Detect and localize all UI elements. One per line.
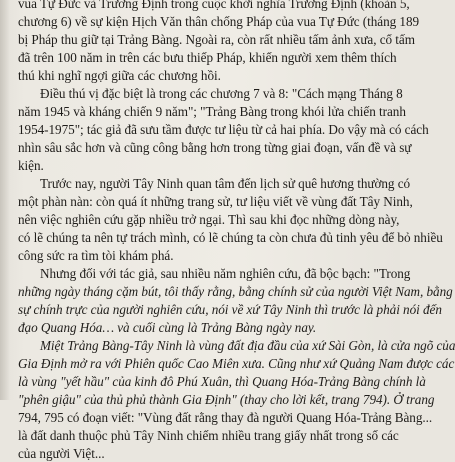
text-line: chương 6) về sự kiện Hịch Văn thân chống Pháp của vua Tự Đức (tháng 189 (18, 14, 420, 29)
text-line: Gia Định mở ra với Phiên quốc Cao Miên xưa. Cũng như xứ Quảng Nam được các (18, 356, 455, 371)
text-line: sự chính trực của người nghiên cứu, nói về xứ Tây Ninh thì trước là phải nói đến (18, 302, 442, 317)
text-line: vua Tự Đức và Trương Định trong cuộc khởi nghĩa Trương Định (khoản 5, (18, 0, 410, 11)
text-line: bị Pháp thu giữ tại Trảng Bàng. Ngoài ra, còn rất nhiều tấm ảnh xưa, cổ tấm (18, 32, 415, 47)
text-line: Miệt Trảng Bàng-Tây Ninh là vùng đất địa đầu của xứ Sài Gòn, là cửa ngõ của (40, 338, 455, 353)
text-line: có lẽ chúng ta nên tự trách mình, có lẽ chúng ta còn chưa đủ tinh yêu để bỏ nhiều (18, 230, 443, 245)
text-line: nhìn sâu sắc hơn và cũng công bằng hơn trong từng giai đoạn, vấn đề và sự (18, 140, 412, 155)
text-line: 794, 795 có đoạn viết: "Vùng đất rằng thay đà người Quang Hóa-Trảng Bàng... (18, 410, 433, 425)
text-line: Điều thú vị đặc biệt là trong các chương 7 và 8: "Cách mạng Tháng 8 (40, 86, 403, 101)
text-line: nên việc nghiên cứu gặp nhiều trở ngại. Thì sau khi đọc những dòng này, (18, 212, 400, 227)
text-line: công sức ra tìm tòi khám phá. (18, 248, 174, 263)
text-line: "phên giậu" của thủ phủ thành Gia Định" (thay cho lời kết, trang 794). Ở trang (18, 392, 435, 407)
text-line: một phàn nàn: còn quá ít những trang sử, tư liệu viết về vùng đất Tây Ninh, (18, 194, 413, 209)
text-line: của người Việt... (18, 446, 105, 461)
text-line: năm 1945 và kháng chiến 9 năm"; "Trảng Bàng trong khói lửa chiến tranh (18, 104, 406, 119)
text-line: là đất danh thuộc phủ Tây Ninh chiếm nhiều trang giấy nhất trong số các (18, 428, 399, 443)
text-line: đạo Quang Hóa… và cuối cùng là Trảng Bàng ngày nay. (18, 320, 317, 335)
text-line: thú khi nghĩ ngợi giữa các chương hồi. (18, 68, 221, 83)
text-line: đã trên 100 năm in trên các bưu thiếp Pháp, khiến người xem thêm thích (18, 50, 397, 65)
text-line: Nhưng đối với tác giả, sau nhiều năm nghiên cứu, đã bộc bạch: "Trong (40, 266, 411, 281)
text-line: là vùng "yết hầu" của kinh đô Phú Xuân, thì Quang Hóa-Trảng Bàng chính là (18, 374, 426, 389)
text-line: những ngày tháng cặm bút, tôi thấy rằng, bằng chính sử của người Việt Nam, bằng (18, 284, 453, 299)
text-line: kiện. (18, 158, 44, 173)
page-binding-shadow (0, 0, 10, 400)
text-line: 1954-1975"; tác giả đã sưu tầm được tư liệu từ cả hai phía. Do vậy mà có cách (18, 122, 429, 137)
text-line: Trước nay, người Tây Ninh quan tâm đến lịch sử quê hương thường có (40, 176, 411, 191)
